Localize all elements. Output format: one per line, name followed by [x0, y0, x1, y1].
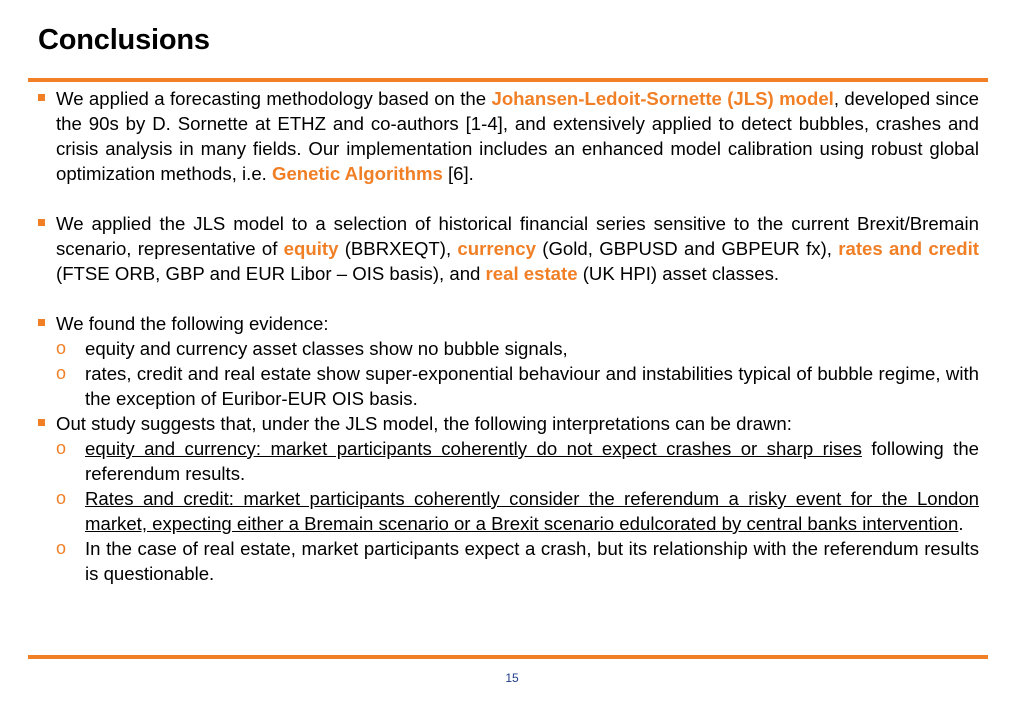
circle-bullet-icon: o — [56, 338, 67, 358]
highlight-equity: equity — [283, 238, 339, 259]
header-divider — [28, 78, 988, 82]
bullet-interpretations — [38, 411, 979, 436]
bullet-text: (BBRXEQT), — [338, 238, 458, 259]
circle-bullet-icon: o — [56, 488, 67, 508]
bullet-text: (UK HPI) asset classes. — [577, 263, 780, 284]
bullet-text: We applied a forecasting methodology based on the — [56, 88, 492, 109]
circle-bullet-icon: o — [56, 438, 67, 458]
highlight-real-estate: real estate — [485, 263, 578, 284]
page-title: Conclusions — [38, 24, 210, 56]
highlight-genetic-algorithms: Genetic Algorithms — [272, 163, 443, 184]
sub-bullet-equity-interpretation — [38, 436, 979, 486]
square-bullet-icon — [38, 419, 45, 426]
square-bullet-icon — [38, 319, 45, 326]
sub-bullet-equity-currency — [38, 336, 979, 361]
highlight-jls-model: Johansen-Ledoit-Sornette (JLS) model — [491, 88, 834, 109]
bullet-text: We applied the JLS model to a selection of historical financial series sensitive to the current Brexit/Bremain scenario, representative of — [56, 213, 979, 259]
square-bullet-icon — [38, 94, 45, 101]
bullet-text: We found the following evidence: — [56, 313, 329, 334]
sub-bullet-text: In the case of real estate, market participants expect a crash, but its relationship with the referendum results is questionable. — [85, 538, 979, 584]
underlined-text: Rates and credit: market participants coherently consider the referendum a risky event for the London market, expecting either a Bremain scenario or a Brexit scenario edulcorated by central banks intervention — [85, 488, 979, 534]
sub-bullet-text: following the referendum results. — [85, 438, 980, 484]
bullet-text: [6]. — [442, 163, 474, 184]
footer-divider — [28, 655, 988, 659]
bullet-methodology — [38, 86, 979, 186]
bullet-text: (Gold, GBPUSD and GBPEUR fx), — [535, 238, 839, 259]
bullet-evidence — [38, 311, 979, 336]
sub-bullet-text: . — [958, 513, 964, 534]
circle-bullet-icon: o — [56, 538, 67, 558]
page-number: 15 — [505, 671, 519, 685]
highlight-rates-credit: rates and credit — [838, 238, 979, 259]
underlined-text: equity and currency: market participants coherently do not expect crashes or sharp rises — [85, 438, 862, 459]
circle-bullet-icon: o — [56, 363, 67, 383]
sub-bullet-text: rates, credit and real estate show super-exponential behaviour and instabilities typical of bubble regime, with the exception of Euribor-EUR OIS basis. — [85, 363, 979, 409]
bullet-text: Out study suggests that, under the JLS model, the following interpretations can be drawn: — [56, 413, 792, 434]
highlight-currency: currency — [457, 238, 536, 259]
sub-bullet-real-estate-interpretation — [38, 536, 979, 586]
bullet-text: , developed since the 90s by D. Sornette at ETHZ and co-authors [1-4], and extensively applied to detect bubbles, crashes and crisis analysis in many fields. Our implementation includes an enhanced model calibration using robust global optimization methods, i.e. — [56, 88, 979, 184]
sub-bullet-rates-credit — [38, 361, 979, 411]
bullet-text: (FTSE ORB, GBP and EUR Libor – OIS basis), and — [56, 263, 486, 284]
bullet-application — [38, 211, 979, 286]
sub-bullet-text: equity and currency asset classes show no bubble signals, — [85, 338, 568, 359]
square-bullet-icon — [38, 219, 45, 226]
conclusions-list — [38, 86, 979, 586]
sub-bullet-rates-interpretation — [38, 486, 979, 536]
